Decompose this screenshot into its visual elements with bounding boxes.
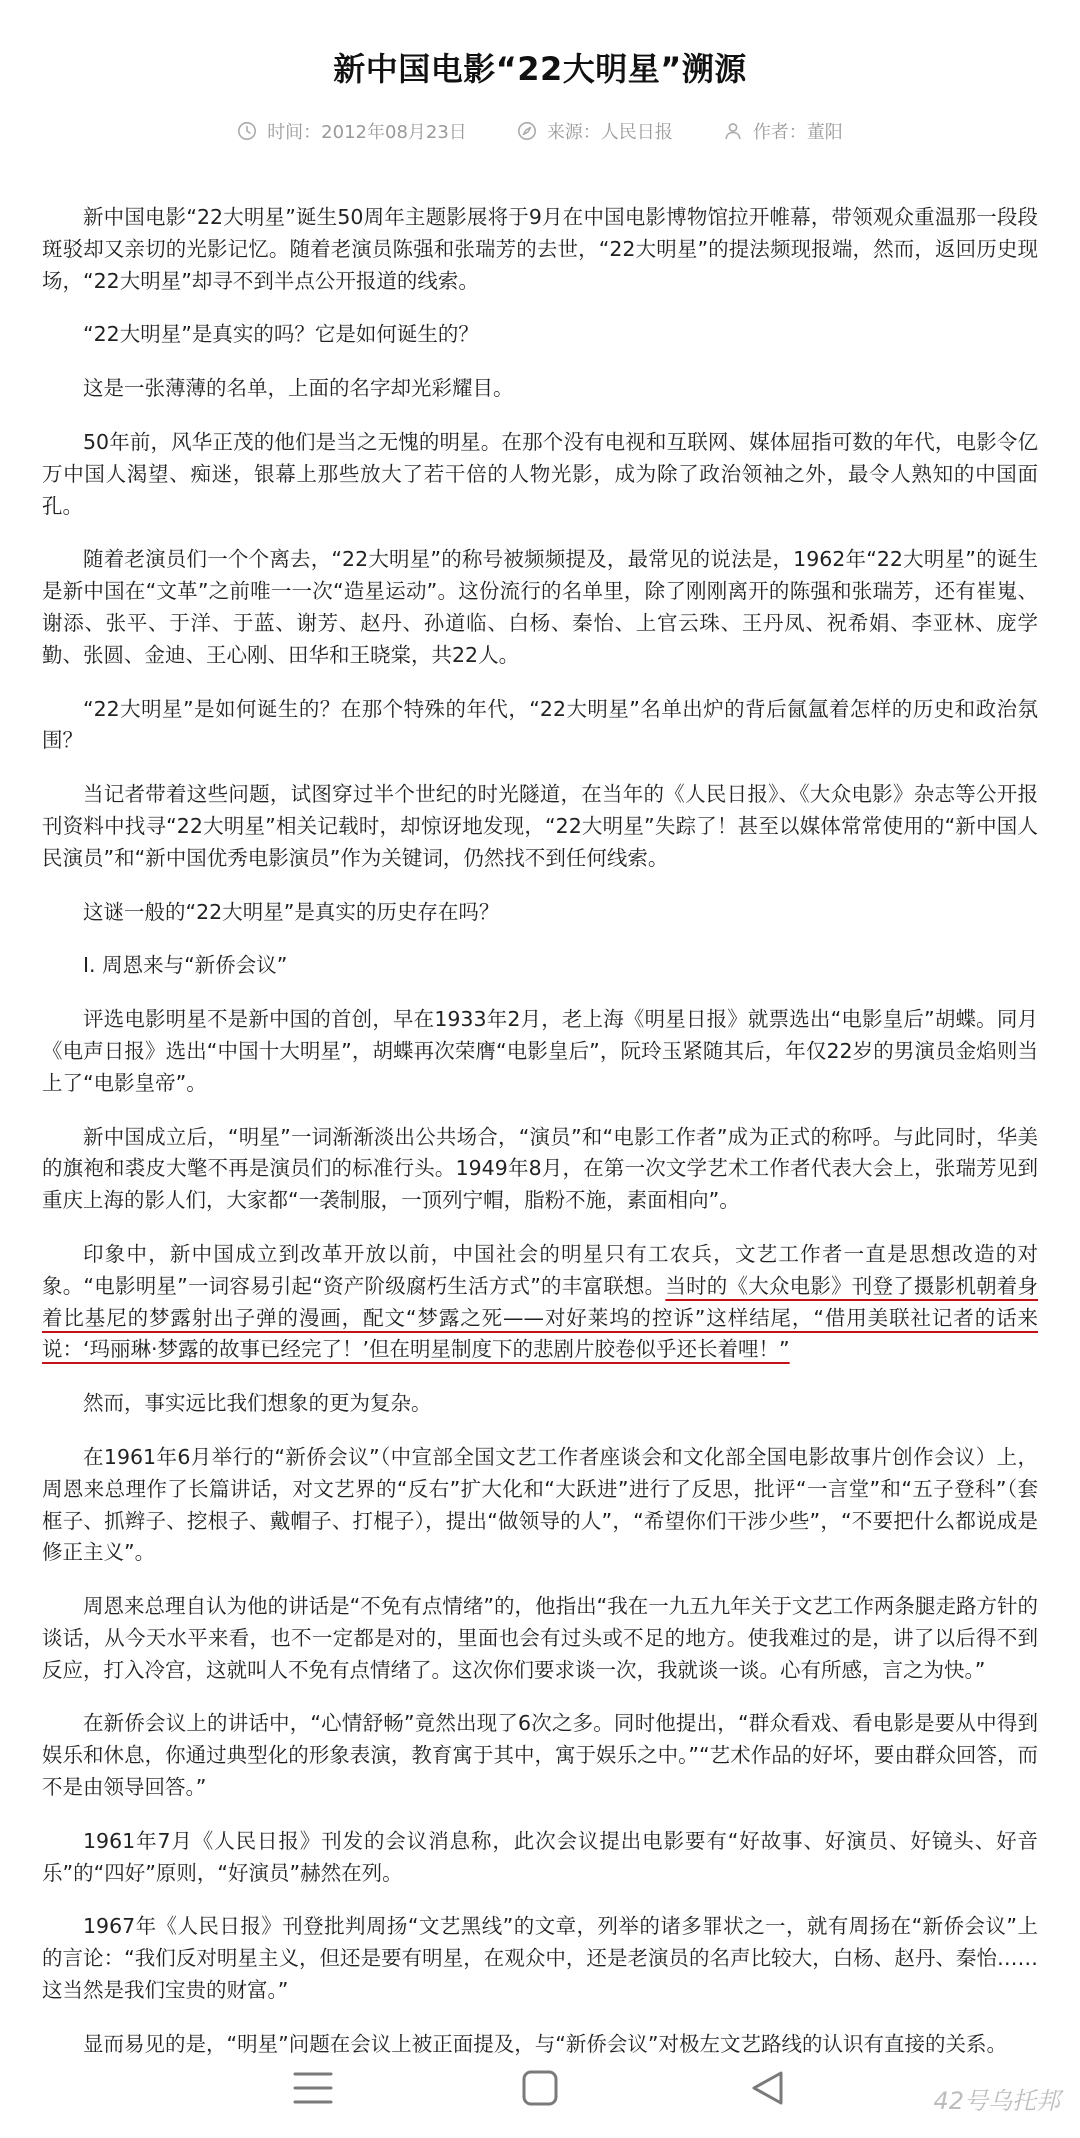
meta-time-text: 时间：2012年08月23日	[267, 122, 467, 143]
paragraph: 1967年《人民日报》刊登批判周扬“文艺黑线”的文章，列举的诸多罪状之一，就有周扬在“新侨会议”上的言论：“我们反对明星主义，但还是要有明星，在观众中，还是老演员的名声比较大，白杨、赵丹、秦怡……这当然是我们宝贵的财富。”	[42, 1914, 1038, 2003]
paragraph: “22大明星”是如何诞生的？在那个特殊的年代，“22大明星”名单出炉的背后氤氲着怎样的历史和政治氛围？	[42, 696, 1038, 753]
paragraph: “22大明星”是真实的吗？它是如何诞生的？	[83, 322, 479, 347]
paragraph: 然而，事实远比我们想象的更为复杂。	[83, 1391, 432, 1416]
menu-icon	[293, 2071, 333, 2105]
paragraph: 50年前，风华正茂的他们是当之无愧的明星。在那个没有电视和互联网、媒体屈指可数的年代，电影令亿万中国人渴望、痴迷，银幕上那些放大了若干倍的人物光影，成为除了政治领袖之外，最令人熟知的中国面孔。	[42, 429, 1038, 518]
system-nav-bar	[0, 2038, 1080, 2138]
square-icon	[521, 2069, 559, 2107]
paragraph: 评选电影明星不是新中国的首创，早在1933年2月，老上海《明星日报》就票选出“电影皇后”胡蝶。同月《电声日报》选出“中国十大明星”，胡蝶再次荣膺“电影皇后”，阮玲玉紧随其后，年仅22岁的男演员金焰则当上了“电影皇帝”。	[42, 1007, 1038, 1095]
paragraph: 新中国成立后，“明星”一词渐渐淡出公共场合，“演员”和“电影工作者”成为正式的称呼。与此同时，华美的旗袍和裘皮大氅不再是演员们的标准行头。1949年8月，在第一次文学艺术工作者代表大会上，张瑞芳见到重庆上海的影人们，大家都“一袭制服，一顶列宁帽，脂粉不施，素面相向”。	[42, 1124, 1038, 1213]
highlighted-paragraph	[42, 1239, 1038, 1366]
paragraph: 这是一张薄薄的名单，上面的名字却光彩耀目。	[83, 376, 514, 401]
paragraph: 随着老演员们一个个离去，“22大明星”的称号被频频提及，最常见的说法是，1962年“22大明星”的诞生是新中国在“文革”之前唯一一次“造星运动”。这份流行的名单里，除了刚刚离开的陈强和张瑞芳，还有崔嵬、谢添、张平、于洋、于蓝、谢芳、赵丹、孙道临、白杨、秦怡、上官云珠、王丹凤、祝希娟、李亚林、庞学勤、张圆、金迪、王心刚、田华和王晓棠，共22人。	[42, 547, 1038, 667]
paragraph: 1961年7月《人民日报》刊发的会议消息称，此次会议提出电影要有“好故事、好演员、好镜头、好音乐”的“四好”原则，“好演员”赫然在列。	[42, 1828, 1038, 1885]
article-title: 新中国电影“22大明星”溯源	[333, 50, 747, 88]
red-underlined-text: 当时的《大众电影》刊登了摄影机朝着身着比基尼的梦露射出子弹的漫画，配文“梦露之死——对好莱坞的控诉”这样结尾，“借用美联社记者的话来说：‘玛丽琳·梦露的故事已经完了！’但在明星制度下的悲剧片胶卷似乎还长着哩！”	[42, 1273, 1039, 1362]
home-button[interactable]	[516, 2064, 564, 2112]
watermark: 42号乌托邦	[933, 2087, 1060, 2115]
paragraph: 新中国电影“22大明星”诞生50周年主题影展将于9月在中国电影博物馆拉开帷幕，带领观众重温那一段段斑驳却又亲切的光影记忆。随着老演员陈强和张瑞芳的去世，“22大明星”的提法频现报端，然而，返回历史现场，“22大明星”却寻不到半点公开报道的线索。	[42, 205, 1038, 293]
menu-button[interactable]	[289, 2064, 337, 2112]
meta-source-text: 来源：人民日报	[546, 122, 673, 143]
back-triangle-icon	[749, 2069, 785, 2107]
meta-time	[237, 118, 467, 144]
paragraph: 在新侨会议上的讲话中，“心情舒畅”竟然出现了6次之多。同时他提出，“群众看戏、看电影是要从中得到娱乐和休息，你通过典型化的形象表演，教育寓于其中，寓于娱乐之中。”“艺术作品的好坏，要由群众回答，而不是由领导回答。”	[42, 1711, 1038, 1800]
article-body	[42, 202, 1038, 2061]
meta-author-text: 作者：董阳	[752, 122, 843, 143]
clock-icon	[237, 121, 257, 141]
paragraph: 在1961年6月举行的“新侨会议”（中宣部全国文艺工作者座谈会和文化部全国电影故事片创作会议）上，周恩来总理作了长篇讲话，对文艺界的“反右”扩大化和“大跃进”进行了反思，批评“一言堂”和“五子登科”（套框子、抓辫子、挖根子、戴帽子、打棍子），提出“做领导的人”，“希望你们干涉少些”，“不要把什么都说成是修正主义”。	[42, 1444, 1038, 1565]
paragraph-plain-text: 印象中，新中国成立到改革开放以前，中国社会的明星只有工农兵，文艺工作者一直是思想改造的对象。“电影明星”一词容易引起“资产阶级腐朽生活方式”的丰富联想。	[42, 1241, 1038, 1298]
meta-author	[723, 118, 843, 144]
article-meta	[42, 118, 1038, 144]
paragraph: 周恩来总理自认为他的讲话是“不免有点情绪”的，他指出“我在一九五九年关于文艺工作两条腿走路方针的谈话，从今天水平来看，也不一定都是对的，里面也会有过头或不足的地方。使我难过的是，讲了以后得不到反应，打入冷宫，这就叫人不免有点情绪了。这次你们要求谈一次，我就谈一谈。心有所感，言之为快。”	[42, 1594, 1038, 1682]
paragraph: 显而易见的是，“明星”问题在会议上被正面提及，与“新侨会议”对极左文艺路线的认识有直接的关系。	[83, 2031, 1007, 2056]
paragraph: 当记者带着这些问题，试图穿过半个世纪的时光隧道，在当年的《人民日报》、《大众电影》杂志等公开报刊资料中找寻“22大明星”相关记载时，却惊讶地发现，“22大明星”失踪了！甚至以媒体常常使用的“新中国人民演员”和“新中国优秀电影演员”作为关键词，仍然找不到任何线索。	[42, 782, 1038, 870]
compass-icon	[517, 121, 537, 141]
user-icon	[723, 121, 743, 141]
back-button[interactable]	[743, 2064, 791, 2112]
paragraph: 这谜一般的“22大明星”是真实的历史存在吗？	[83, 899, 500, 924]
meta-source	[517, 118, 673, 144]
section-heading: I. 周恩来与“新侨会议”	[83, 953, 288, 978]
